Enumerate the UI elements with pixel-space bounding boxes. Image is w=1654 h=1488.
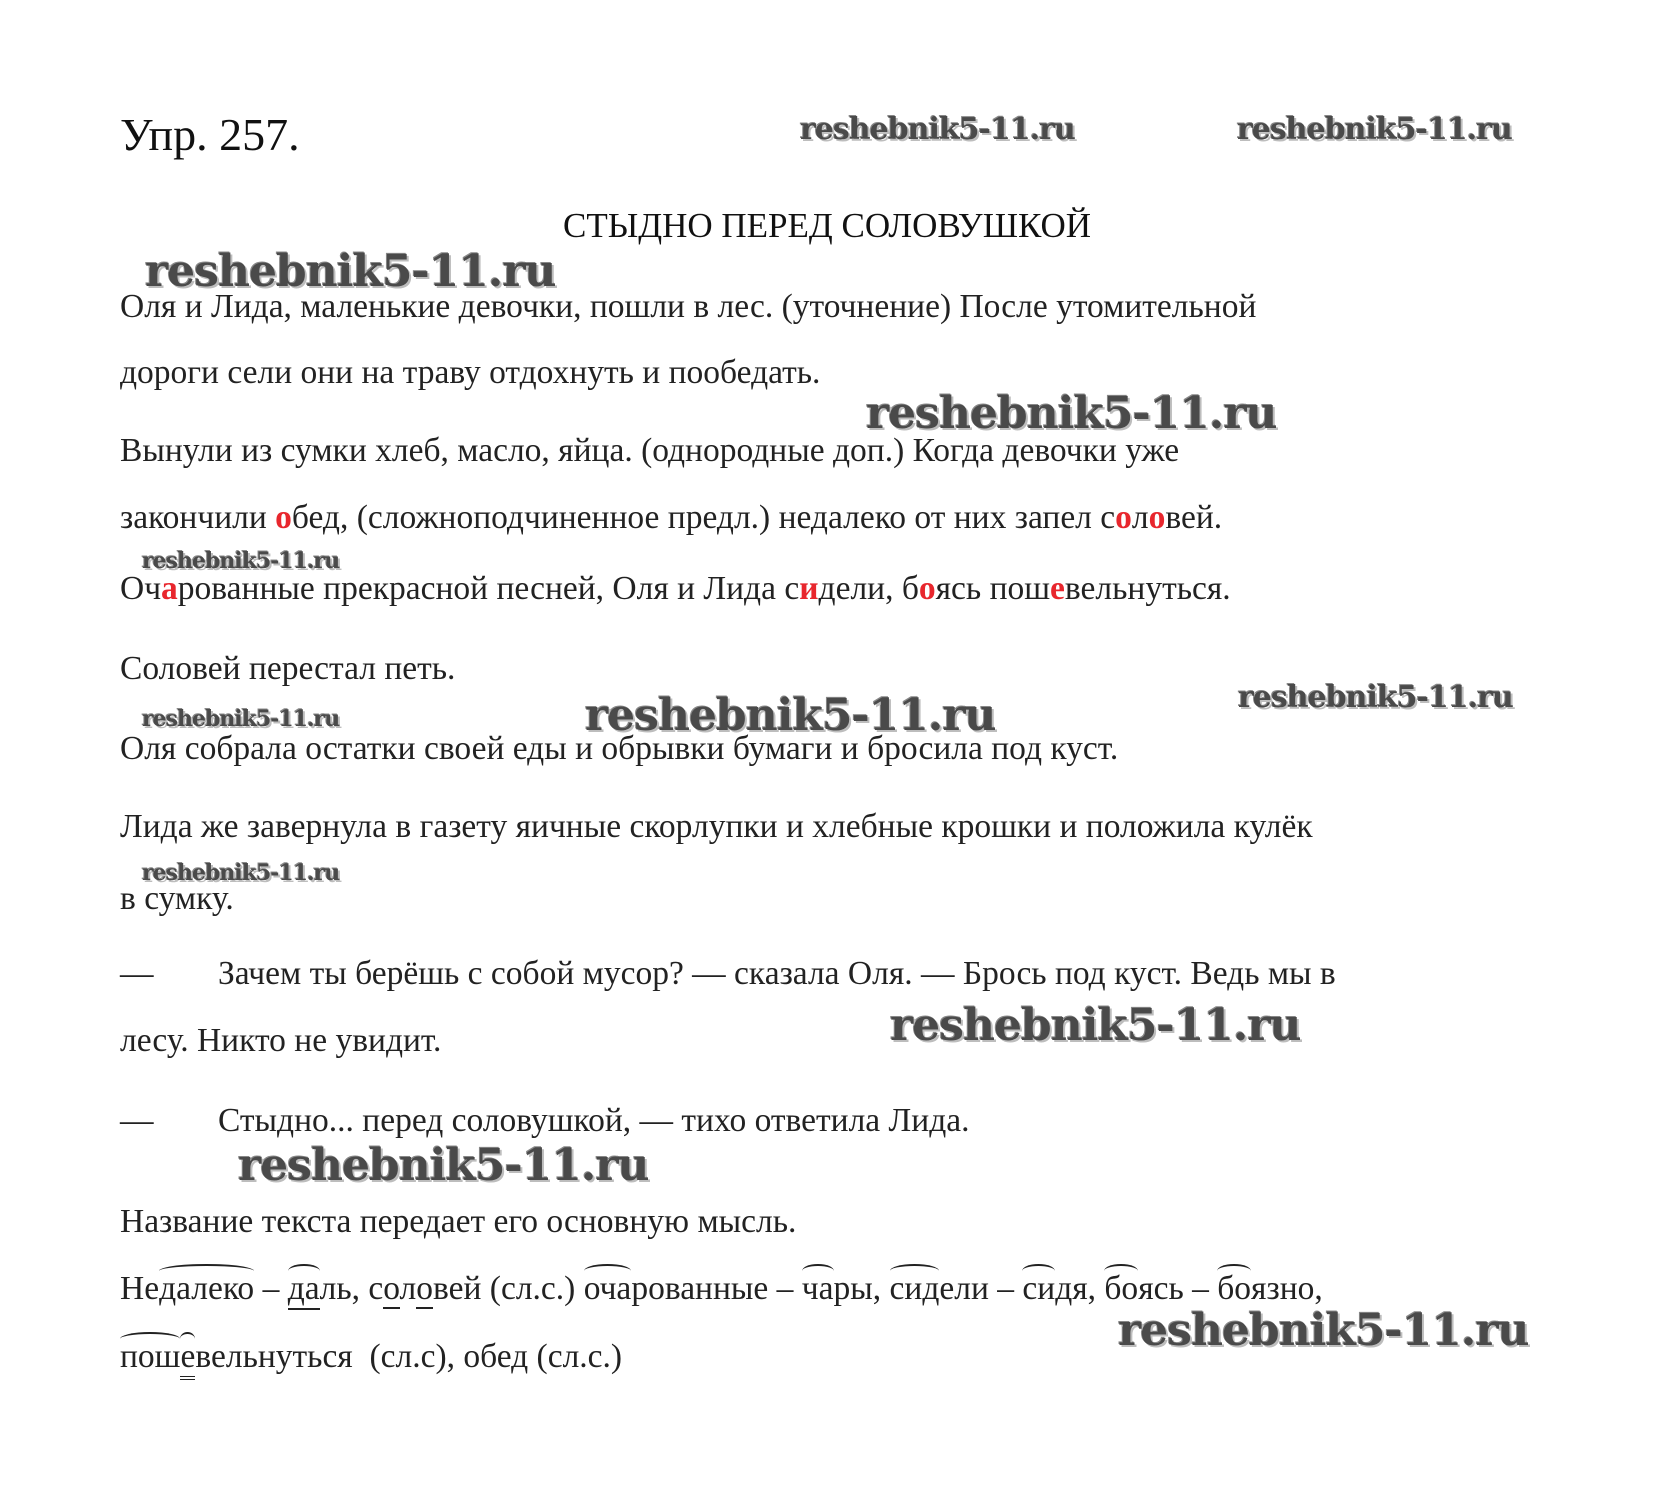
watermark: reshebnik5-11.ru xyxy=(890,1000,1301,1051)
watermark: reshebnik5-11.ru xyxy=(142,548,340,574)
watermark: reshebnik5-11.ru xyxy=(585,690,996,741)
dialogue-dash: — xyxy=(120,1102,154,1139)
text-line: Оля и Лида, маленькие девочки, пошли в лес. (уточнение) После утомительной xyxy=(120,288,1257,325)
watermark: reshebnik5-11.ru xyxy=(142,860,340,886)
text-title: СТЫДНО ПЕРЕД СОЛОВУШКОЙ xyxy=(562,206,1092,245)
text-line: Лида же завернула в газету яичные скорлупки и хлебные крошки и положила кулёк xyxy=(120,808,1313,845)
text-line: Соловей перестал петь. xyxy=(120,650,456,687)
text-line: Оля собрала остатки своей еды и обрывки бумаги и бросила под куст. xyxy=(120,730,1119,767)
text-line: Вынули из сумки хлеб, масло, яйца. (однородные доп.) Когда девочки уже xyxy=(120,432,1180,469)
watermark: reshebnik5-11.ru xyxy=(145,246,556,297)
watermark: reshebnik5-11.ru xyxy=(1238,680,1513,715)
dialogue-dash: — xyxy=(120,955,154,992)
text-line: в сумку. xyxy=(120,880,234,917)
text-line: Название текста передает его основную мысль. xyxy=(120,1203,797,1240)
watermark: reshebnik5-11.ru xyxy=(1237,112,1512,147)
text-line: дороги сели они на траву отдохнуть и пообедать. xyxy=(120,354,821,391)
watermark: reshebnik5-11.ru xyxy=(866,388,1277,439)
exercise-number: Упр. 257. xyxy=(120,109,300,160)
word-analysis-line: Недалеко – даль, соловей (сл.с.) очарованные – чары, сидели – сидя, боясь – боязно, xyxy=(120,1270,1323,1310)
text-line: закончили обед, (сложноподчиненное предл.) недалеко от них запел соловей. xyxy=(120,499,1223,536)
watermark: reshebnik5-11.ru xyxy=(238,1140,649,1191)
dialogue-line: Стыдно... перед соловушкой, — тихо ответила Лида. xyxy=(218,1102,970,1139)
text-line: лесу. Никто не увидит. xyxy=(120,1022,442,1059)
watermark: reshebnik5-11.ru xyxy=(142,706,340,732)
watermark: reshebnik5-11.ru xyxy=(800,112,1075,147)
text-line: Очарованные прекрасной песней, Оля и Лида сидели, боясь пошевельнуться. xyxy=(120,570,1231,607)
dialogue-line: Зачем ты берёшь с собой мусор? — сказала Оля. — Брось под куст. Ведь мы в xyxy=(218,955,1336,992)
watermark: reshebnik5-11.ru xyxy=(1118,1305,1529,1356)
word-analysis-line: пошевельнуться (сл.с), обед (сл.с.) xyxy=(120,1338,622,1380)
